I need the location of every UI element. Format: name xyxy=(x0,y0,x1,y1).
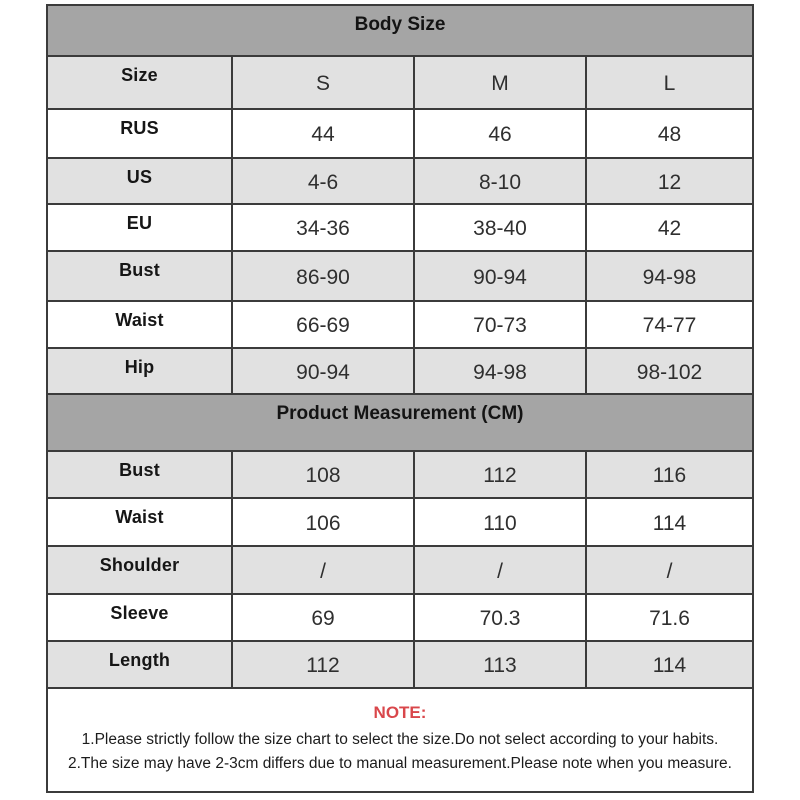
cell-rus-m: 46 xyxy=(414,109,586,158)
table-row-product-waist xyxy=(47,498,753,546)
cell-us-s: 4-6 xyxy=(232,158,414,204)
cell-product-bust-l: 116 xyxy=(586,451,753,498)
cell-product-waist-l: 114 xyxy=(586,498,753,546)
row-label-us: US xyxy=(47,158,232,204)
cell-hip-m: 94-98 xyxy=(414,348,586,394)
cell-product-bust-s: 108 xyxy=(232,451,414,498)
cell-sleeve-l: 71.6 xyxy=(586,594,753,641)
cell-sleeve-s: 69 xyxy=(232,594,414,641)
row-label-length: Length xyxy=(47,641,232,688)
table-row-rus xyxy=(47,109,753,158)
row-label-body-waist: Waist xyxy=(47,301,232,348)
cell-us-m: 8-10 xyxy=(414,158,586,204)
cell-hip-l: 98-102 xyxy=(586,348,753,394)
cell-sleeve-m: 70.3 xyxy=(414,594,586,641)
table-row-eu xyxy=(47,204,753,251)
cell-shoulder-m: / xyxy=(414,546,586,594)
section-header-product-measurement xyxy=(47,394,753,451)
cell-eu-l: 42 xyxy=(586,204,753,251)
cell-body-bust-s: 86-90 xyxy=(232,251,414,301)
col-header-m: M xyxy=(414,56,586,109)
cell-body-bust-l: 94-98 xyxy=(586,251,753,301)
cell-product-waist-m: 110 xyxy=(414,498,586,546)
cell-length-s: 112 xyxy=(232,641,414,688)
table-row-shoulder xyxy=(47,546,753,594)
cell-eu-m: 38-40 xyxy=(414,204,586,251)
table-row-size xyxy=(47,56,753,109)
section-title-body-size: Body Size xyxy=(47,5,753,56)
cell-shoulder-l: / xyxy=(586,546,753,594)
row-label-size: Size xyxy=(47,56,232,109)
note-row xyxy=(47,688,753,792)
section-title-product-measurement: Product Measurement (CM) xyxy=(47,394,753,451)
table-row-product-bust xyxy=(47,451,753,498)
table-row-hip xyxy=(47,348,753,394)
cell-length-l: 114 xyxy=(586,641,753,688)
row-label-product-waist: Waist xyxy=(47,498,232,546)
cell-body-waist-s: 66-69 xyxy=(232,301,414,348)
cell-rus-l: 48 xyxy=(586,109,753,158)
row-label-shoulder: Shoulder xyxy=(47,546,232,594)
cell-product-waist-s: 106 xyxy=(232,498,414,546)
table-row-sleeve xyxy=(47,594,753,641)
size-chart-table xyxy=(46,4,754,793)
row-label-hip: Hip xyxy=(47,348,232,394)
row-label-eu: EU xyxy=(47,204,232,251)
cell-hip-s: 90-94 xyxy=(232,348,414,394)
row-label-rus: RUS xyxy=(47,109,232,158)
cell-us-l: 12 xyxy=(586,158,753,204)
cell-shoulder-s: / xyxy=(232,546,414,594)
note-title: NOTE: xyxy=(373,703,427,722)
cell-body-waist-m: 70-73 xyxy=(414,301,586,348)
table-row-body-bust xyxy=(47,251,753,301)
cell-body-bust-m: 90-94 xyxy=(414,251,586,301)
table-row-body-waist xyxy=(47,301,753,348)
note-section xyxy=(47,688,753,792)
cell-eu-s: 34-36 xyxy=(232,204,414,251)
cell-body-waist-l: 74-77 xyxy=(586,301,753,348)
cell-length-m: 113 xyxy=(414,641,586,688)
size-chart xyxy=(46,4,752,793)
table-row-length xyxy=(47,641,753,688)
row-label-sleeve: Sleeve xyxy=(47,594,232,641)
table-row-us xyxy=(47,158,753,204)
section-header-body-size xyxy=(47,5,753,56)
col-header-s: S xyxy=(232,56,414,109)
note-line-1: 1.Please strictly follow the size chart to select the size.Do not select according to your habits. xyxy=(81,731,719,748)
note-line-2: 2.The size may have 2-3cm differs due to manual measurement.Please note when you measure. xyxy=(68,755,732,772)
col-header-l: L xyxy=(586,56,753,109)
row-label-body-bust: Bust xyxy=(47,251,232,301)
row-label-product-bust: Bust xyxy=(47,451,232,498)
cell-product-bust-m: 112 xyxy=(414,451,586,498)
cell-rus-s: 44 xyxy=(232,109,414,158)
